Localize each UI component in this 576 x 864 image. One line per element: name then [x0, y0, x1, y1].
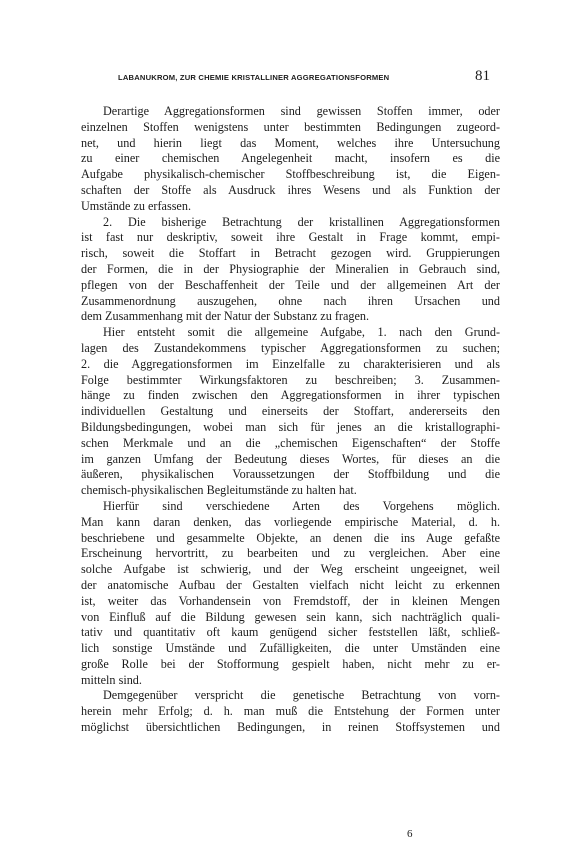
text-line: pflegen von der Beschaffenheit der Teile und der allgemeinen Art der — [81, 277, 500, 292]
text-line: Umstände zu erfassen. — [81, 198, 191, 213]
text-line: Erscheinung hervortritt, zu bearbeiten und zu vergleichen. Aber eine — [81, 546, 500, 561]
text-line: risch, soweit die Stoffart in Betracht gezogen wird. Gruppierungen — [81, 246, 500, 261]
text-line: im ganzen Umfang der Bedeutung dieses Wortes, für dieses an die — [81, 451, 500, 466]
text-line: ist fast nur deskriptiv, soweit ihre Gestalt in Frage kommt, empi- — [81, 230, 500, 245]
text-line: schen Merkmale und an die „chemischen Eigenschaften“ der Stoffe — [81, 435, 500, 450]
text-line: ist, weiter das Vorhandensein von Fremdstoff, der in kleinen Mengen — [81, 593, 500, 608]
text-line: einzelnen Stoffen wenigstens unter bestimmten Bedingungen zugeord- — [81, 119, 500, 134]
text-line: lagen des Zustandekommens typischer Aggregationsformen zu suchen; — [81, 340, 500, 355]
text-line: lich sonstige Umstände und Zufälligkeiten, die unter Umständen eine — [81, 641, 500, 656]
text-line: Folge bestimmter Wirkungsfaktoren zu beschreiben; 3. Zusammen- — [81, 372, 500, 387]
text-line: chemisch-physikalischen Begleitumstände zu halten hat. — [81, 483, 357, 498]
text-line: Man kann daran denken, das vorliegende empirische Material, d. h. — [81, 514, 500, 529]
text-line: der Formen, die in der Physiographie der Mineralien in Gebrauch sind, — [81, 261, 500, 276]
text-line: Derartige Aggregationsformen sind gewissen Stoffen immer, oder — [103, 104, 500, 118]
text-line: möglichst übersichtlichen Bedingungen, in reinen Stoffsystemen und — [81, 720, 500, 735]
text-line: Bildungsbedingungen, wobei man sich für jenes an die kristallographi- — [81, 419, 500, 434]
signature-mark: 6 — [407, 828, 413, 840]
text-line: große Rolle bei der Stofformung gespielt haben, nicht mehr zu er- — [81, 656, 500, 671]
text-line: Aufgabe physikalisch-chemischer Stoffbeschreibung ist, die Eigen- — [81, 167, 500, 182]
text-line: von Einfluß auf die Bildung gewesen sein kann, sich nachträglich quali- — [81, 609, 500, 624]
text-line: herein mehr Erfolg; d. h. man muß die Entstehung der Formen unter — [81, 704, 500, 719]
text-line: solche Aufgabe ist schwierig, und der Weg erscheint ungeeignet, weil — [81, 562, 500, 577]
text-line: tativ und quantitativ oft kaum genügend sicher feststellen läßt, schließ- — [81, 625, 500, 640]
text-line: dem Zusammenhang mit der Natur der Substanz zu fragen. — [81, 309, 370, 324]
text-line: Zusammenordnung auszugehen, ohne nach ihren Ursachen und — [81, 293, 500, 308]
text-line: 2. Die bisherige Betrachtung der kristallinen Aggregationsformen — [103, 214, 500, 229]
text-line: der anatomische Aufbau der Gestalten vielfach nicht leicht zu erkennen — [81, 577, 500, 592]
text-line: 2. die Aggregationsformen im Einzelfalle zu charakterisieren und als — [81, 356, 500, 371]
running-title: LABANUKROM, ZUR CHEMIE KRISTALLINER AGGREGATIONSFORMEN — [118, 73, 390, 82]
text-line: äußeren, physikalischen Voraussetzungen der Stoffbildung und die — [81, 467, 500, 482]
text-line: schaften der Stoffe als Ausdruck ihres Wesens und als Funktion der — [81, 182, 500, 197]
text-line: beschriebene und gesammelte Objekte, an denen die ins Auge gefaßte — [81, 530, 500, 545]
text-line: zu einer chemischen Angelegenheit macht, insofern es die — [81, 151, 500, 166]
body-text — [81, 104, 500, 736]
text-line: hänge zu finden zwischen den Aggregationsformen in ihrer typischen — [81, 388, 500, 403]
text-line: Demgegenüber verspricht die genetische Betrachtung von vorn- — [103, 688, 500, 703]
text-line: net, und hierin liegt das Moment, welches ihre Untersuchung — [81, 135, 500, 150]
page-number: 81 — [475, 68, 490, 84]
text-line: mitteln sind. — [81, 672, 142, 687]
text-line: Hier entsteht somit die allgemeine Aufgabe, 1. nach den Grund- — [103, 325, 500, 340]
text-line: individuellen Gestaltung und einerseits der Stoffart, andererseits den — [81, 404, 500, 419]
text-line: Hierfür sind verschiedene Arten des Vorgehens möglich. — [103, 498, 500, 513]
